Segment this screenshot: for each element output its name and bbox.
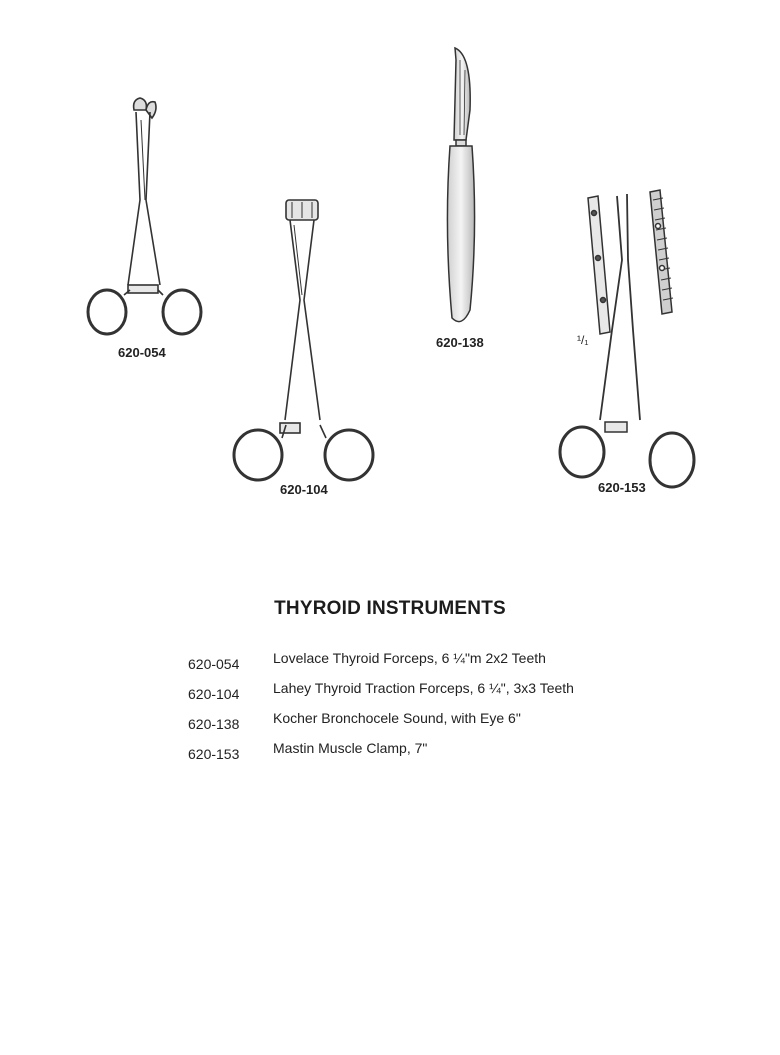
figure-code-620-153: 620-153 [598,480,646,495]
item-code: 620-138 [188,716,240,732]
list-item [188,650,668,680]
traction-forceps-3x3-icon [234,200,373,480]
item-description: Lovelace Thyroid Forceps, 6 ¼"m 2x2 Teeth [273,650,546,666]
item-description: Kocher Bronchocele Sound, with Eye 6" [273,710,521,726]
item-code: 620-153 [188,746,240,762]
list-item [188,740,668,770]
item-code: 620-104 [188,686,240,702]
jaw-scale-note: ¹/₁ [577,333,589,347]
list-item [188,680,668,710]
item-description: Mastin Muscle Clamp, 7" [273,740,428,756]
figure-code-620-054: 620-054 [118,345,166,360]
page-title: THYROID INSTRUMENTS [274,598,506,619]
instrument-list [188,650,668,770]
list-item [188,710,668,740]
thyroid-forceps-2x2-icon [88,98,201,334]
instrument-illustrations [0,0,780,520]
bronchocele-sound-icon [447,48,474,322]
figure-code-620-138: 620-138 [436,335,484,350]
item-code: 620-054 [188,656,240,672]
figure-code-620-104: 620-104 [280,482,328,497]
item-description: Lahey Thyroid Traction Forceps, 6 ¼", 3x3 Teeth [273,680,574,696]
